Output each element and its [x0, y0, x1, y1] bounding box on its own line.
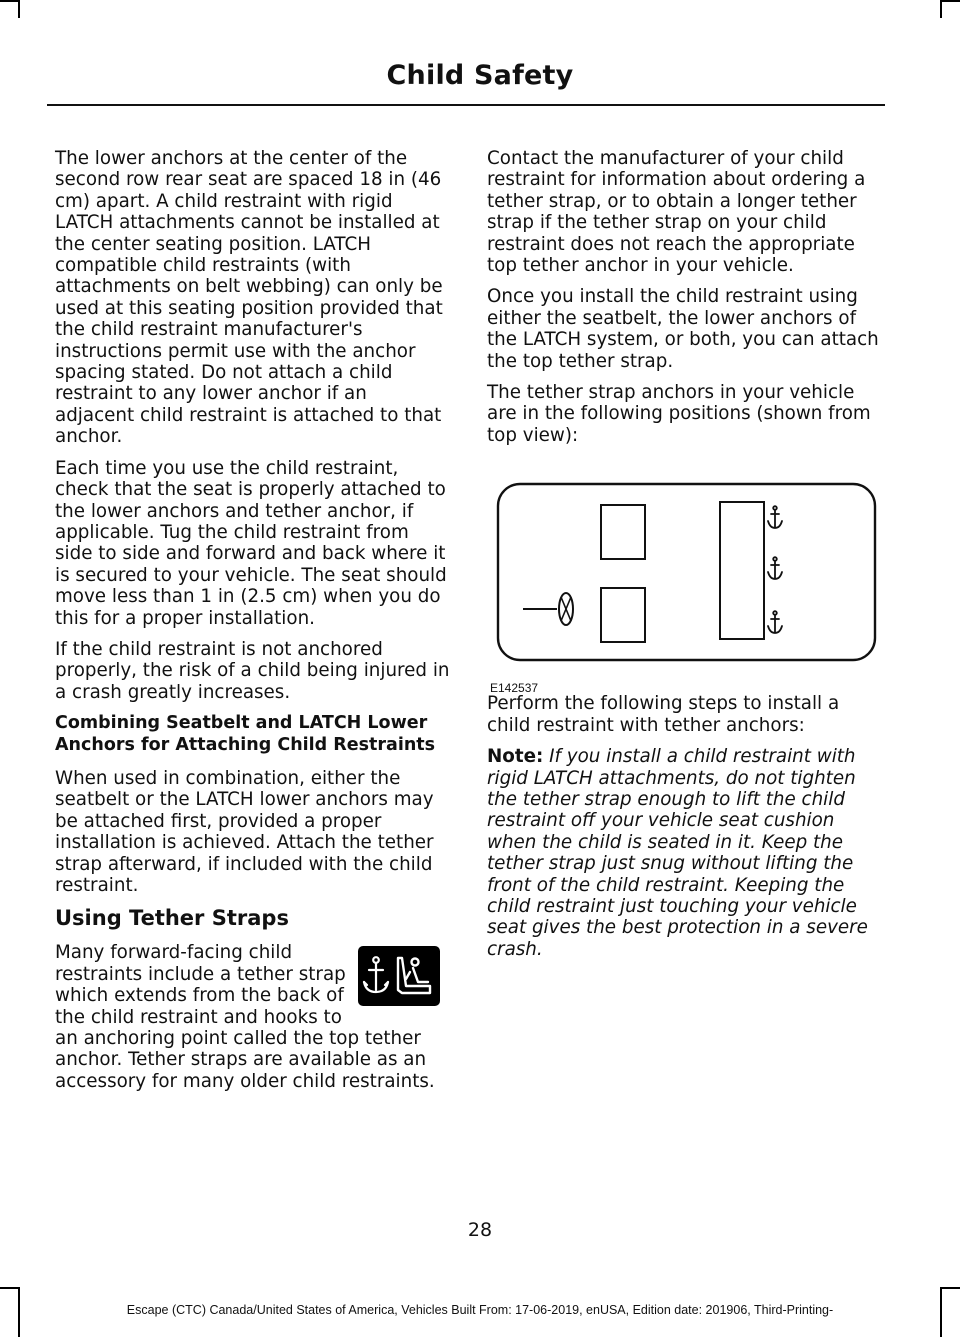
- vehicle-outline: [498, 484, 875, 660]
- crop-mark: [0, 0, 20, 2]
- paragraph: The lower anchors at the center of the second row rear seat are spaced 18 in (46 cm) apart. A child restraint with rigid LATCH attachments cannot be installed at the center seating position. LATCH compatible child restraints (with attachments on belt webbing) can only be used at this seating position provided that the child restraint manufacturer's instructions permit use with the anchor spacing stated. Do not attach a child restraint to any lower anchor if an adjacent child restraint is attached to that anchor.: [55, 148, 443, 448]
- front-seat-left: [601, 588, 645, 642]
- note-label: Note:: [487, 746, 544, 768]
- page-title: Child Safety: [386, 60, 574, 91]
- paragraph: Once you install the child restraint using either the seatbelt, the lower anchors of the LATCH system, or both, you can attach the top tether strap.: [487, 286, 879, 372]
- crop-mark: [0, 1287, 20, 1289]
- tether-anchor-diagram: [487, 456, 882, 696]
- footer-text: Escape (CTC) Canada/United States of America, Vehicles Built From: 17-06-2019, enUSA, Edition date: 201906, Third-Printing-: [126, 1303, 834, 1317]
- anchor-icon: [364, 958, 388, 993]
- anchor-icon: [768, 557, 782, 579]
- steering-wheel-icon: [523, 593, 573, 625]
- paragraph: Many forward-facing child restraints include a tether strap which extends from the back of the child restraint and hooks to an anchoring point called the top tether anchor. Tether straps are available as an accessory for many older child restraints.: [55, 942, 435, 1092]
- note: [487, 746, 882, 960]
- crop-mark: [18, 0, 20, 18]
- tether-block: [55, 942, 450, 1092]
- crop-mark: [940, 0, 942, 18]
- paragraph: Each time you use the child restraint, check that the seat is properly attached to the lower anchors and tether anchor, if applicable. Tug the child restraint from side to side and forward and back where it is secured to your vehicle. The seat should move less than 1 in (2.5 cm) when you do this for a proper installation.: [55, 457, 447, 629]
- right-column: [487, 148, 882, 970]
- paragraph: When used in combination, either the seatbelt or the LATCH lower anchors may be attached first, provided a proper installation is achieved. Attach the tether strap afterward, if included with the child restraint.: [55, 767, 434, 896]
- figure-code: E142537: [490, 681, 539, 696]
- paragraph: Contact the manufacturer of your child restraint for information about ordering a tether strap, or to obtain a longer tether strap if the tether strap on your child restraint does not reach the appropriate top tether anchor in your vehicle.: [487, 148, 866, 277]
- paragraph: The tether strap anchors in your vehicle are in the following positions (shown from top view):: [487, 382, 871, 446]
- header-rule: [47, 104, 885, 106]
- crop-mark: [940, 1287, 960, 1289]
- note-text: If you install a child restraint with rigid LATCH attachments, do not tighten the tether strap enough to lift the child restraint off your vehicle seat cushion when the child is seated in it. Keep the tether strap just snug without lifting the front of the child restraint. Keeping the child restraint just touching your vehicle seat gives the best protection in a severe crash.: [487, 746, 868, 960]
- anchor-icon: [768, 506, 782, 528]
- section-heading: Combining Seatbelt and LATCH Lower Anchors for Attaching Child Restraints: [55, 713, 436, 755]
- crop-mark: [940, 0, 960, 2]
- child-seat-icon: [398, 958, 430, 993]
- vehicle-top-view: [487, 456, 882, 671]
- left-column: [55, 148, 450, 1102]
- page-number: 28: [467, 1219, 493, 1241]
- paragraph: Perform the following steps to install a child restraint with tether anchors:: [487, 693, 840, 736]
- rear-bench-seat: [720, 502, 764, 639]
- child-seat-tether-icon: [358, 946, 440, 1006]
- section-heading: Using Tether Straps: [55, 906, 289, 931]
- paragraph: If the child restraint is not anchored properly, the risk of a child being injured in a crash greatly increases.: [55, 638, 450, 703]
- anchor-icon: [768, 611, 782, 633]
- front-seat-right: [601, 505, 645, 559]
